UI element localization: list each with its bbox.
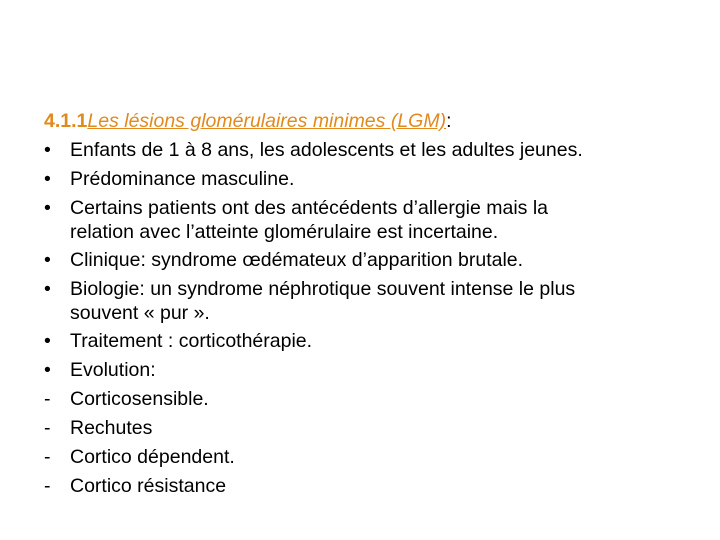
section-heading — [44, 107, 684, 136]
list-item — [44, 165, 684, 194]
list-item-text: Rechutes — [70, 417, 153, 439]
bullet-marker: • — [44, 330, 51, 352]
bullet-marker: • — [44, 278, 51, 300]
list-item-text: Traitement : corticothérapie. — [70, 330, 313, 352]
bullet-marker: • — [44, 139, 51, 161]
list-item — [44, 385, 684, 414]
list-item — [44, 136, 684, 165]
list-item-text: Corticosensible. — [70, 388, 209, 410]
bullet-marker: • — [44, 197, 51, 219]
list-item-text: Prédominance masculine. — [70, 168, 295, 190]
list-item — [44, 443, 684, 472]
list-item — [44, 472, 684, 501]
dash-marker: - — [44, 446, 51, 468]
list-item-text: Cortico dépendent. — [70, 446, 235, 468]
list-item-text: Enfants de 1 à 8 ans, les adolescents et les adultes jeunes. — [70, 139, 583, 161]
bullet-marker: • — [44, 249, 51, 271]
heading-colon: : — [446, 110, 452, 132]
slide-content — [44, 107, 684, 501]
section-number: 4.1.1 — [44, 110, 88, 132]
list-item — [44, 275, 684, 327]
dash-marker: - — [44, 475, 51, 497]
list-item — [44, 246, 684, 275]
dash-marker: - — [44, 388, 51, 410]
list-item-text: Certains patients ont des antécédents d’allergie mais la relation avec l’atteinte glomérulaire est incertaine. — [70, 197, 549, 243]
bullet-list — [44, 136, 684, 501]
dash-marker: - — [44, 417, 51, 439]
list-item — [44, 194, 684, 246]
list-item — [44, 414, 684, 443]
section-title: Les lésions glomérulaires minimes (LGM) — [87, 110, 447, 132]
list-item — [44, 356, 684, 385]
list-item-text: Clinique: syndrome œdémateux d’apparition brutale. — [70, 249, 524, 271]
list-item — [44, 327, 684, 356]
list-item-text: Cortico résistance — [70, 475, 227, 497]
list-item-text: Evolution: — [70, 359, 156, 381]
list-item-text: Biologie: un syndrome néphrotique souvent intense le plus souvent « pur ». — [70, 278, 576, 324]
bullet-marker: • — [44, 168, 51, 190]
bullet-marker: • — [44, 359, 51, 381]
